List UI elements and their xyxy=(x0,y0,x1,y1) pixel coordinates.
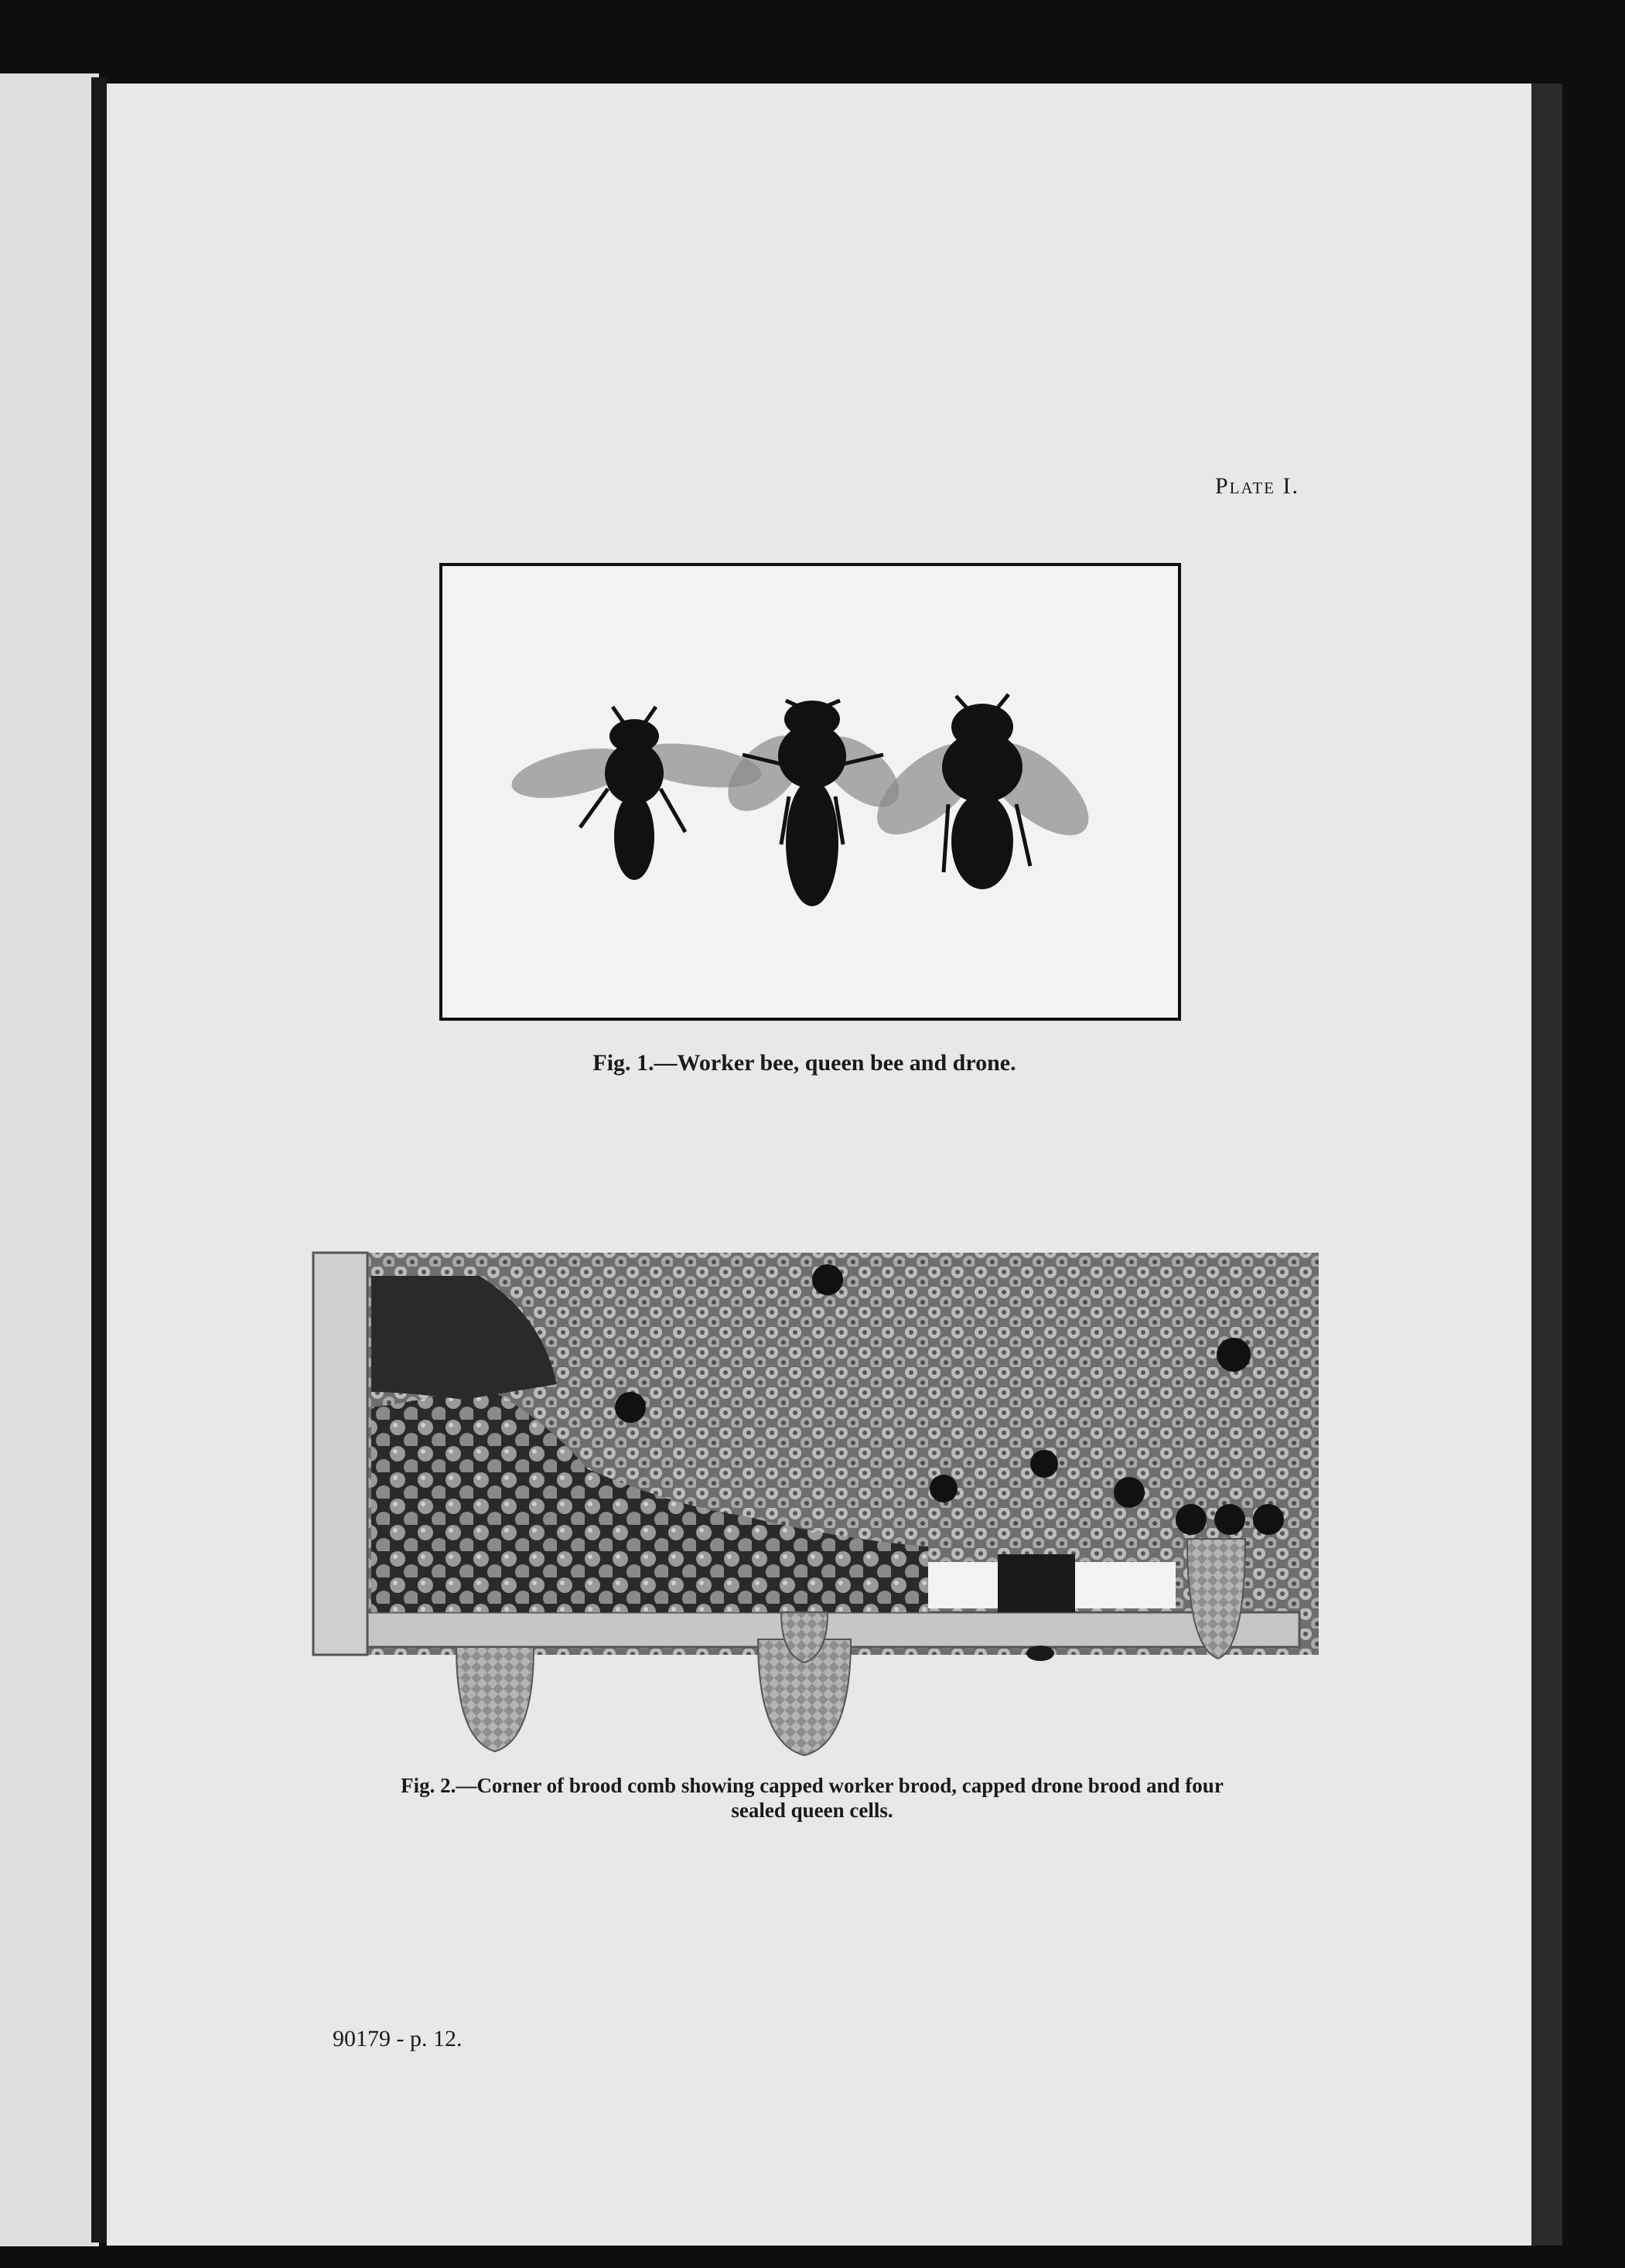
frame-side-bar xyxy=(313,1253,367,1655)
adjacent-page xyxy=(0,73,99,2246)
page-reference: 90179 - p. 12. xyxy=(333,2026,463,2051)
page-edge-shadow xyxy=(1531,84,1562,2246)
page-paper xyxy=(107,84,1531,2246)
figure-2-caption-line-1: Fig. 2.—Corner of brood comb showing capped worker brood, capped drone brood and four xyxy=(401,1774,1224,1797)
page-gutter xyxy=(91,77,107,2242)
figure-2-caption xyxy=(309,1773,1315,1823)
figure-1-caption: Fig. 1.—Worker bee, queen bee and drone. xyxy=(592,1050,1016,1076)
figure-2-caption-line-2: sealed queen cells. xyxy=(731,1799,893,1822)
plate-label: Plate I. xyxy=(1215,473,1299,499)
figure-1-photo xyxy=(441,564,1179,1019)
